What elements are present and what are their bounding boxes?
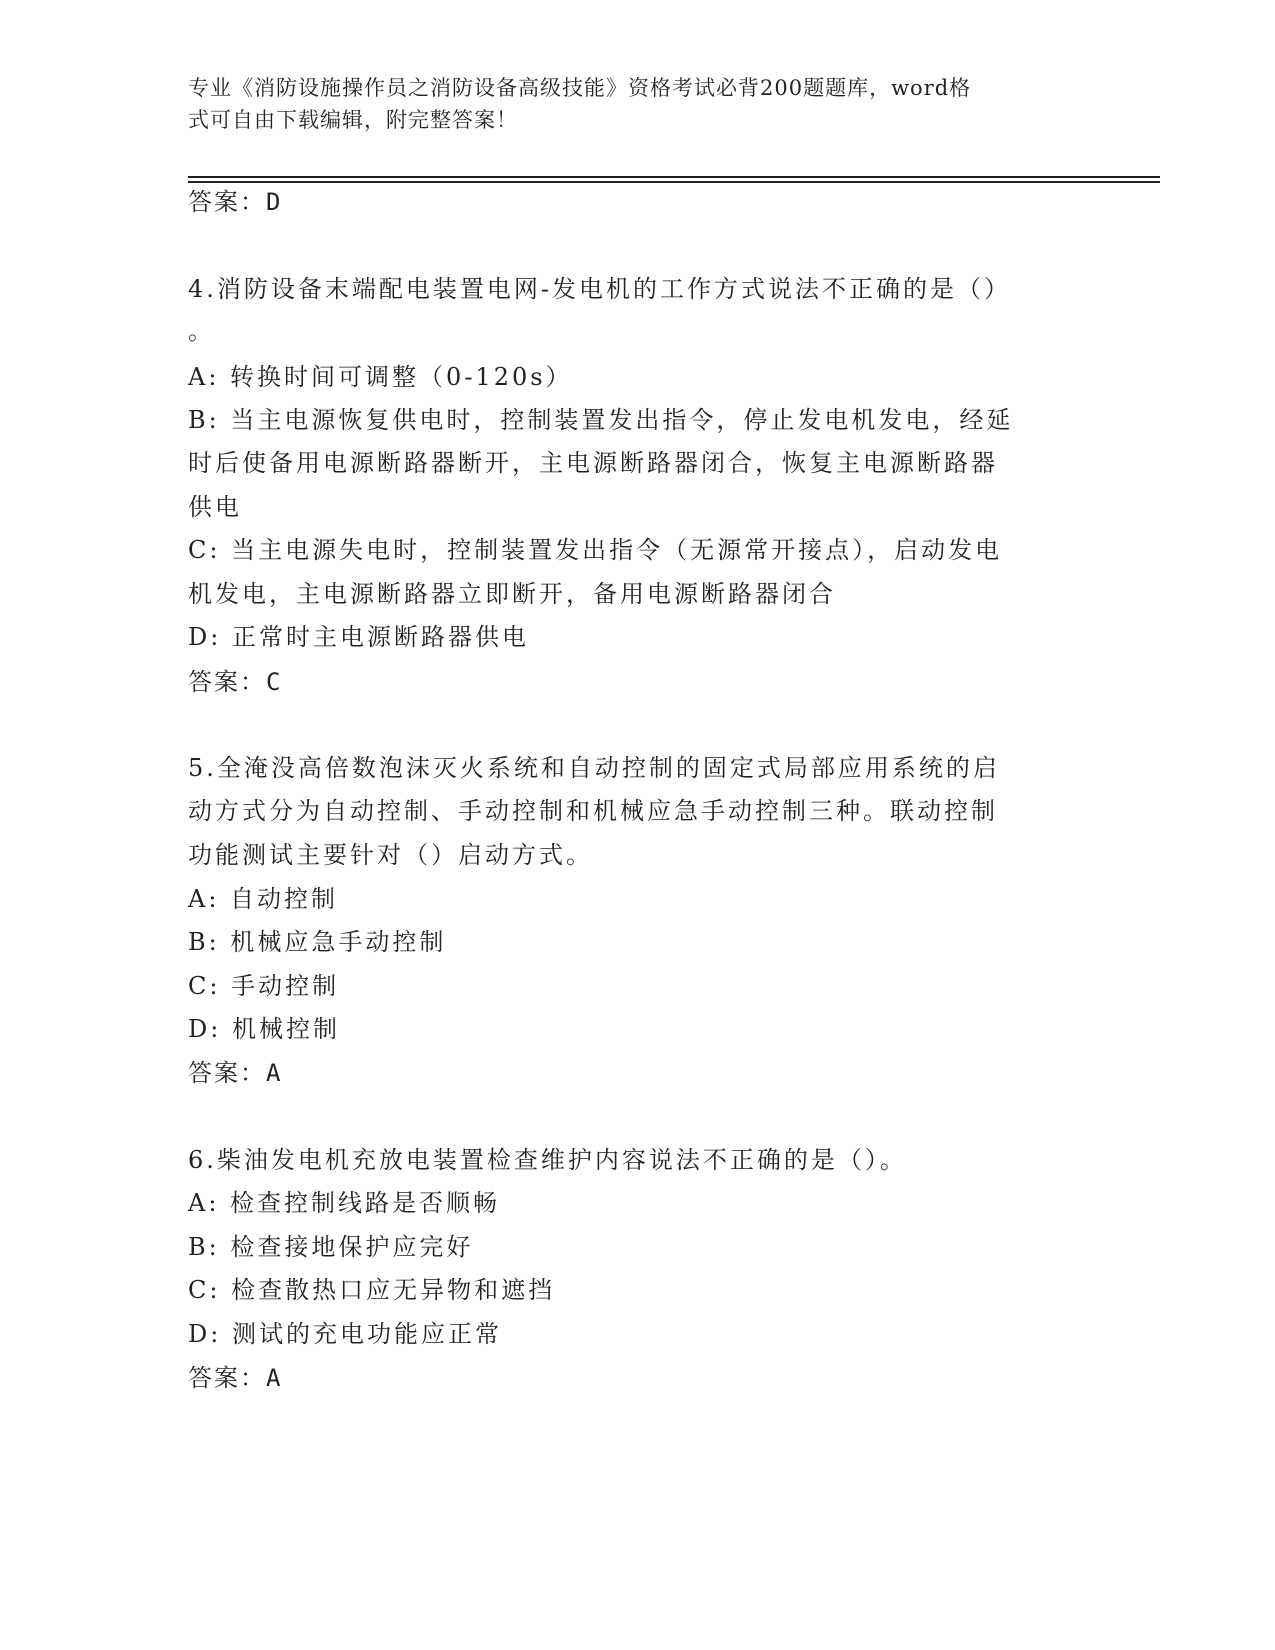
answer-line: 答案：A [188, 1364, 283, 1392]
option-line: D: 机械控制 [188, 1015, 340, 1043]
document-header [188, 72, 1088, 136]
option-line: C: 当主电源失电时，控制装置发出指令（无源常开接点），启动发电 [188, 536, 1003, 564]
question-stem-line: 6.柴油发电机充放电装置检查维护内容说法不正确的是（）。 [188, 1146, 907, 1174]
header-line-2: 式可自由下载编辑，附完整答案！ [188, 108, 518, 132]
answer-line: 答案：C [188, 668, 283, 696]
option-line: A: 自动控制 [188, 885, 339, 913]
option-line: 机发电，主电源断路器立即断开，备用电源断路器闭合 [188, 580, 836, 608]
option-line: C: 手动控制 [188, 972, 340, 1000]
option-line: D: 正常时主电源断路器供电 [188, 623, 529, 651]
option-line: A: 转换时间可调整（0-120s） [188, 363, 573, 391]
header-line-1: 专业《消防设施操作员之消防设备高级技能》资格考试必背200题题库，word格 [188, 76, 972, 100]
question-stem-line: 功能测试主要针对（）启动方式。 [188, 841, 593, 869]
answer-line: 答案：A [188, 1059, 283, 1087]
option-line: D: 测试的充电功能应正常 [188, 1320, 502, 1348]
question-stem-line: 5.全淹没高倍数泡沫灭火系统和自动控制的固定式局部应用系统的启 [188, 754, 1000, 782]
question-stem-line: 。 [188, 317, 215, 345]
answer-line: 答案：D [188, 188, 283, 216]
header-divider-bottom [188, 181, 1160, 183]
option-line: C: 检查散热口应无异物和遮挡 [188, 1276, 556, 1304]
option-line: B: 机械应急手动控制 [188, 928, 447, 956]
question-stem-line: 4.消防设备末端配电装置电网-发电机的工作方式说法不正确的是（） [188, 275, 1012, 303]
option-line: 供电 [188, 493, 242, 521]
option-line: B: 当主电源恢复供电时，控制装置发出指令，停止发电机发电，经延 [188, 406, 1014, 434]
header-divider-top [188, 176, 1160, 178]
option-line: A: 检查控制线路是否顺畅 [188, 1189, 501, 1217]
question-stem-line: 动方式分为自动控制、手动控制和机械应急手动控制三种。联动控制 [188, 797, 998, 825]
option-line: B: 检查接地保护应完好 [188, 1233, 474, 1261]
option-line: 时后使备用电源断路器断开，主电源断路器闭合，恢复主电源断路器 [188, 449, 998, 477]
